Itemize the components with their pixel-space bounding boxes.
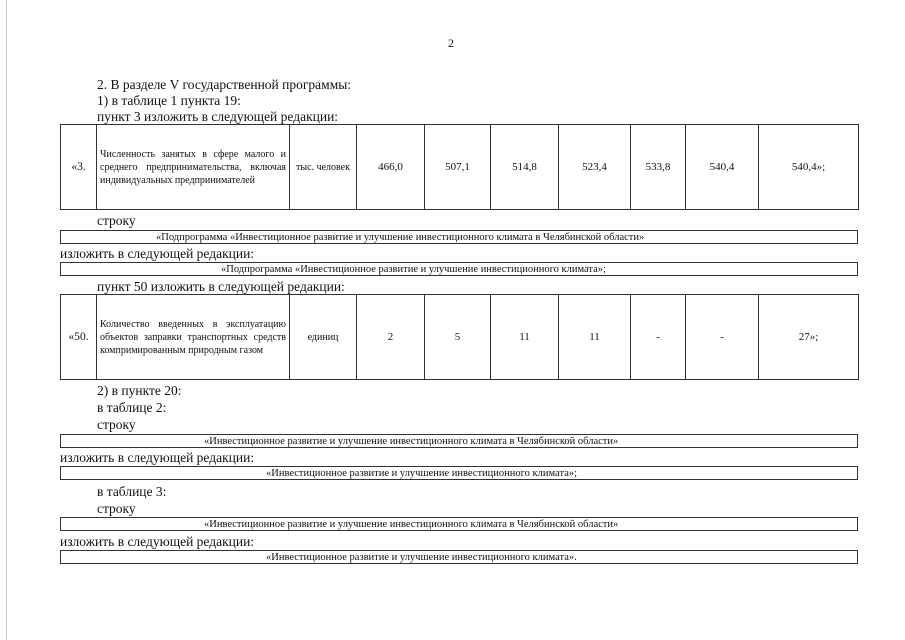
row-unit: единиц: [290, 295, 357, 380]
new-table2-box: [60, 466, 858, 480]
new-subprogram-box: [60, 262, 858, 276]
value-cell: -: [686, 295, 759, 380]
value-cell: 11: [559, 295, 631, 380]
value-cell: 540,4»;: [759, 125, 859, 210]
old-table3-text: «Инвестиционное развитие и улучшение инвестиционного климата в Челябинской области»: [204, 519, 619, 530]
value-cell: 11: [491, 295, 559, 380]
old-table2-text: «Инвестиционное развитие и улучшение инвестиционного климата в Челябинской области»: [204, 436, 619, 447]
old-subprogram-box: [60, 230, 858, 244]
value-cell: 5: [425, 295, 491, 380]
old-table3-box: [60, 517, 858, 531]
value-cell: 507,1: [425, 125, 491, 210]
section-heading: 2. В разделе V государственной программы:: [97, 77, 352, 92]
punkt20-heading: 2) в пункте 20:: [97, 383, 182, 398]
new-table2-text: «Инвестиционное развитие и улучшение инвестиционного климата»;: [266, 468, 578, 479]
izlozhit-label-3: изложить в следующей редакции:: [60, 534, 255, 549]
old-table2-box: [60, 434, 858, 448]
value-cell: 533,8: [631, 125, 686, 210]
row-unit: тыс. человек: [290, 125, 357, 210]
value-cell: 540,4: [686, 125, 759, 210]
old-subprogram-text: «Подпрограмма «Инвестиционное развитие и улучшение инвестиционного климата в Челябинской области»: [156, 232, 645, 243]
table1-heading: 1) в таблице 1 пункта 19:: [97, 93, 241, 108]
value-cell: 523,4: [559, 125, 631, 210]
new-table3-box: [60, 550, 858, 564]
page-number: 2: [448, 36, 454, 50]
row-description: Численность занятых в сфере малого и среднего предпринимательства, включая индивидуальных предпринимателей: [97, 125, 290, 210]
value-cell: 27»;: [759, 295, 859, 380]
p3-heading: пункт 3 изложить в следующей редакции:: [97, 109, 339, 124]
stroku-label-3: строку: [97, 501, 136, 516]
value-cell: 2: [357, 295, 425, 380]
value-cell: -: [631, 295, 686, 380]
value-cell: 466,0: [357, 125, 425, 210]
stroku-label-2: строку: [97, 417, 136, 432]
izlozhit-label-1: изложить в следующей редакции:: [60, 246, 255, 261]
new-table3-text: «Инвестиционное развитие и улучшение инвестиционного климата».: [266, 552, 577, 563]
row-description: Количество введенных в эксплуатацию объектов заправки транспортных средств компримированным природным газом: [97, 295, 290, 380]
p50-heading: пункт 50 изложить в следующей редакции:: [97, 279, 345, 294]
table-row: [61, 125, 859, 210]
row-number: «3.: [61, 125, 97, 210]
table-p3: [60, 124, 859, 210]
scan-edge: [6, 0, 7, 640]
table-row: [61, 295, 859, 380]
value-cell: 514,8: [491, 125, 559, 210]
table3-heading: в таблице 3:: [97, 484, 167, 499]
table-p50: [60, 294, 859, 380]
row-number: «50.: [61, 295, 97, 380]
izlozhit-label-2: изложить в следующей редакции:: [60, 450, 255, 465]
stroku-label-1: строку: [97, 213, 136, 228]
new-subprogram-text: «Подпрограмма «Инвестиционное развитие и улучшение инвестиционного климата»;: [221, 264, 606, 275]
table2-heading: в таблице 2:: [97, 400, 167, 415]
